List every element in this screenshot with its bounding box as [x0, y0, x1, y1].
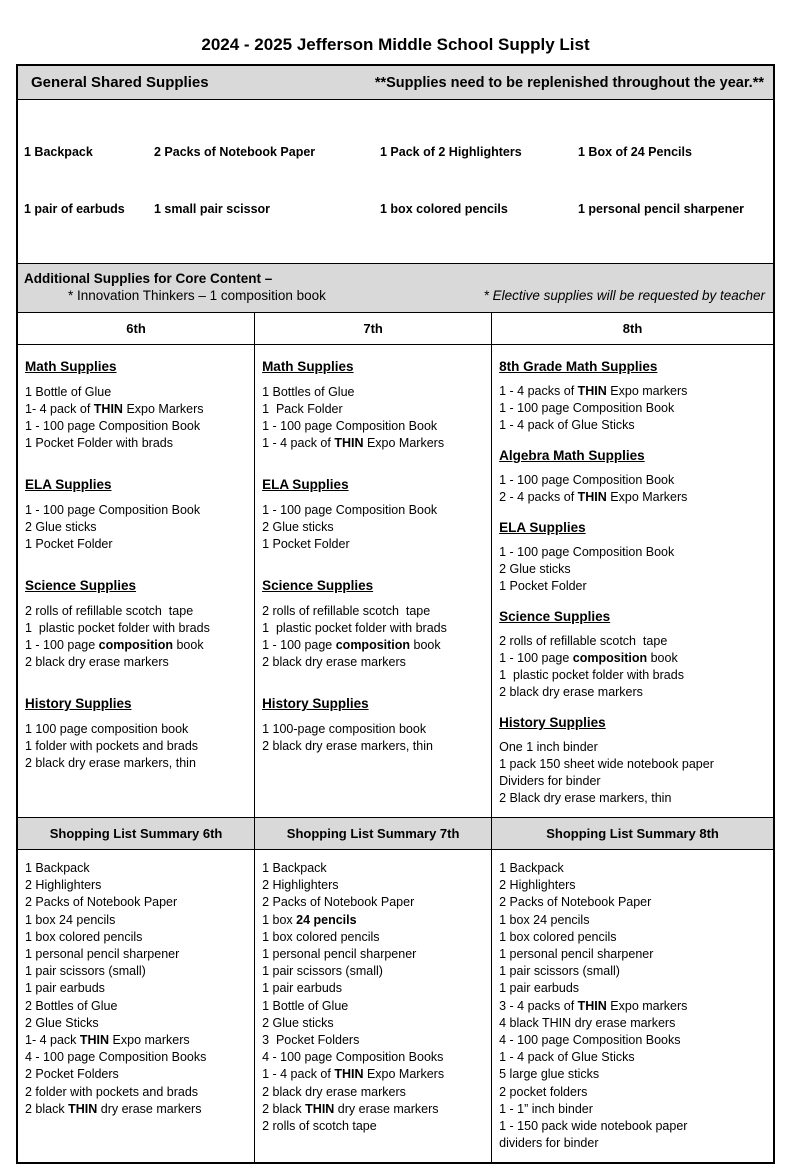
additional-supplies-title: Additional Supplies for Core Content –	[24, 271, 273, 286]
supply-item: 4 - 100 page Composition Books	[499, 1033, 681, 1048]
page-title: 2024 - 2025 Jefferson Middle School Supply List	[201, 35, 590, 54]
supply-item: 1 box colored pencils	[380, 202, 508, 216]
supply-item: 2 folder with pockets and brads	[25, 1084, 199, 1099]
supply-item: 2 Highlighters	[25, 878, 102, 893]
supply-item: 1 Backpack	[24, 145, 93, 159]
section-heading: 8th Grade Math Supplies	[499, 359, 658, 374]
summary-content-row	[18, 849, 773, 1162]
general-supplies-col-1	[18, 105, 148, 257]
grade-column-7th	[255, 345, 492, 817]
summary-column-8th	[492, 850, 773, 1162]
supply-item: 2 black dry erase markers, thin	[25, 756, 196, 770]
supply-section	[499, 714, 765, 807]
section-heading: ELA Supplies	[499, 520, 586, 535]
supply-item: 1 - 4 pack of THIN Expo Markers	[262, 436, 445, 450]
supply-item: 1 plastic pocket folder with brads	[499, 668, 684, 682]
innovation-thinkers-note: * Innovation Thinkers – 1 composition book	[68, 288, 326, 303]
supply-item: 4 black THIN dry erase markers	[499, 1015, 676, 1030]
section-heading: Math Supplies	[25, 359, 117, 374]
replenish-note: **Supplies need to be replenished throughout the year.**	[374, 74, 764, 91]
supply-item: 1 box colored pencils	[262, 929, 380, 944]
supply-item: 2 Glue sticks	[262, 1015, 334, 1030]
supply-item: 2 Pocket Folders	[25, 1067, 119, 1082]
supply-item: 1 Bottles of Glue	[262, 385, 355, 399]
supply-item: 1 - 150 pack wide notebook paper	[499, 1119, 688, 1134]
supply-item: 1 pair earbuds	[499, 981, 580, 996]
supply-section	[25, 476, 246, 553]
supply-item: 2 Black dry erase markers, thin	[499, 791, 672, 805]
general-supplies-header	[18, 66, 773, 99]
supply-item: 1 personal pencil sharpener	[262, 947, 417, 962]
supply-table	[16, 64, 775, 1164]
supply-item: 1 small pair scissor	[154, 202, 271, 216]
supply-item: 1 folder with pockets and brads	[25, 739, 199, 753]
section-heading: Algebra Math Supplies	[499, 448, 645, 463]
general-supplies-row	[18, 99, 773, 263]
general-supplies-col-3	[374, 105, 572, 257]
supply-section	[262, 358, 483, 452]
supply-item: 2 Glue Sticks	[25, 1015, 99, 1030]
grade-header-8th: 8th	[622, 321, 643, 336]
supply-item: 1 - 100 page Composition Book	[25, 419, 201, 433]
supply-item: 1 - 100 page Composition Book	[499, 401, 675, 415]
supply-item: 2 Bottles of Glue	[25, 998, 118, 1013]
supply-item: 1 pair of earbuds	[24, 202, 125, 216]
supply-item: 4 - 100 page Composition Books	[25, 1050, 207, 1065]
general-supplies-col-4	[572, 105, 773, 257]
supply-item: 2 Glue sticks	[499, 562, 571, 576]
supply-item: 1 pair scissors (small)	[25, 964, 146, 979]
supply-item: 1 plastic pocket folder with brads	[25, 621, 210, 635]
supply-item: 1 - 100 page composition book	[25, 638, 204, 652]
supply-item: 3 - 4 packs of THIN Expo markers	[499, 998, 688, 1013]
supply-item: 1 personal pencil sharpener	[499, 947, 654, 962]
supply-item: 1 Pack of 2 Highlighters	[380, 145, 522, 159]
supply-item: 1 - 100 page composition book	[499, 651, 678, 665]
summary-header-7th: Shopping List Summary 7th	[255, 818, 492, 849]
supply-section	[262, 695, 483, 755]
supply-section	[499, 358, 765, 434]
grade-column-8th	[492, 345, 773, 817]
supply-item: 1 Bottle of Glue	[262, 998, 349, 1013]
supply-item: 1 Backpack	[25, 861, 90, 875]
supply-item: 1 - 4 pack of THIN Expo Markers	[262, 1067, 445, 1082]
supply-item: 1 - 100 page Composition Book	[262, 503, 438, 517]
supply-item: 1 personal pencil sharpener	[25, 947, 180, 962]
supply-item: 2 black dry erase markers	[499, 685, 643, 699]
section-heading: Math Supplies	[262, 359, 354, 374]
supply-item: 1 box colored pencils	[499, 929, 617, 944]
supply-item: 1 - 100 page composition book	[262, 638, 441, 652]
supply-section	[25, 695, 246, 772]
summary-header-6th: Shopping List Summary 6th	[18, 818, 255, 849]
additional-supplies-notes	[24, 288, 765, 303]
supply-item: 1 Pocket Folder	[499, 579, 587, 593]
supply-item: 1 Backpack	[499, 861, 564, 875]
summary-column-7th	[255, 850, 492, 1162]
summary-header-row	[18, 817, 773, 849]
supply-item: 1 100 page composition book	[25, 722, 189, 736]
supply-item: 1- 4 pack THIN Expo markers	[25, 1033, 190, 1048]
grade-header-7th: 7th	[255, 313, 492, 344]
supply-item: 2 Packs of Notebook Paper	[499, 895, 652, 910]
supply-section	[262, 577, 483, 671]
supply-item: 1 Pocket Folder with brads	[25, 436, 173, 450]
summary-column-6th	[18, 850, 255, 1162]
supply-item: 2 rolls of refillable scotch tape	[499, 634, 668, 648]
supply-item: 1 Backpack	[262, 861, 327, 875]
supply-item: 1 - 4 pack of Glue Sticks	[499, 418, 635, 432]
supply-item: 1 - 100 page Composition Book	[499, 545, 675, 559]
supply-item: 2 black dry erase markers, thin	[262, 739, 433, 753]
supply-item: 2 rolls of refillable scotch tape	[25, 604, 194, 618]
supply-item: 1 pair scissors (small)	[499, 964, 620, 979]
supply-item: 1 - 100 page Composition Book	[25, 503, 201, 517]
supply-item: 1 Bottle of Glue	[25, 385, 112, 399]
supply-item: 1 plastic pocket folder with brads	[262, 621, 447, 635]
supply-item: dividers for binder	[499, 1136, 599, 1151]
section-heading: ELA Supplies	[262, 477, 349, 492]
grade-column-6th	[18, 345, 255, 817]
supply-section	[499, 447, 765, 506]
supply-item: 1- 4 pack of THIN Expo Markers	[25, 402, 204, 416]
additional-supplies-band	[18, 263, 773, 312]
supply-item: One 1 inch binder	[499, 740, 598, 754]
supply-item: 3 Pocket Folders	[262, 1033, 360, 1048]
supply-section	[262, 476, 483, 553]
supply-item: Dividers for binder	[499, 774, 601, 788]
supply-item: 1 - 100 page Composition Book	[262, 419, 438, 433]
supply-item: 1 Pocket Folder	[25, 537, 113, 551]
general-header-title: General Shared Supplies	[31, 74, 209, 91]
supply-item: 2 black dry erase markers	[25, 655, 169, 669]
supply-item: 2 black dry erase markers	[262, 655, 406, 669]
supply-item: 1 - 100 page Composition Book	[499, 473, 675, 487]
supply-item: 2 pocket folders	[499, 1084, 588, 1099]
section-heading: History Supplies	[499, 715, 606, 730]
supply-item: 1 pair earbuds	[25, 981, 105, 996]
supply-item: 1 personal pencil sharpener	[578, 202, 745, 216]
elective-supplies-note: * Elective supplies will be requested by teacher	[483, 288, 765, 303]
supply-item: 2 Highlighters	[262, 878, 339, 893]
grade-content-row	[18, 344, 773, 817]
supply-item: 2 Packs of Notebook Paper	[154, 145, 316, 159]
supply-section	[499, 519, 765, 595]
supply-item: 2 Glue sticks	[262, 520, 334, 534]
supply-section	[499, 608, 765, 701]
supply-item: 2 Packs of Notebook Paper	[262, 895, 415, 910]
section-heading: History Supplies	[25, 696, 132, 711]
supply-item: 5 large glue sticks	[499, 1067, 600, 1082]
supply-section	[25, 577, 246, 671]
supply-item: 2 black THIN dry erase markers	[262, 1101, 439, 1116]
supply-item: 1 pair earbuds	[262, 981, 342, 996]
section-heading: ELA Supplies	[25, 477, 112, 492]
general-supplies-col-2	[148, 105, 374, 257]
grade-header-row	[18, 312, 773, 344]
supply-item: 1 pack 150 sheet wide notebook paper	[499, 757, 714, 771]
supply-item: 2 rolls of refillable scotch tape	[262, 604, 431, 618]
grade-header-6th: 6th	[18, 313, 255, 344]
supply-item: 2 Glue sticks	[25, 520, 97, 534]
section-heading: Science Supplies	[25, 578, 137, 593]
supply-item: 1 pair scissors (small)	[262, 964, 383, 979]
supply-item: 2 Packs of Notebook Paper	[25, 895, 178, 910]
supply-item: 1 Pocket Folder	[262, 537, 350, 551]
supply-item: 1 - 4 pack of Glue Sticks	[499, 1050, 635, 1065]
supply-item: 1 box colored pencils	[25, 929, 143, 944]
section-heading: Science Supplies	[262, 578, 374, 593]
supply-item: 1 Box of 24 Pencils	[578, 145, 692, 159]
summary-header-8th: Shopping List Summary 8th	[546, 826, 719, 841]
supply-item: 1 box 24 pencils	[262, 912, 357, 927]
supply-item: 4 - 100 page Composition Books	[262, 1050, 444, 1065]
supply-item: 2 black THIN dry erase markers	[25, 1101, 202, 1116]
supply-item: 2 black dry erase markers	[262, 1084, 406, 1099]
supply-item: 1 Pack Folder	[262, 402, 343, 416]
section-heading: History Supplies	[262, 696, 369, 711]
supply-section	[25, 358, 246, 452]
supply-item: 1 box 24 pencils	[499, 912, 590, 927]
supply-item: 1 - 4 packs of THIN Expo markers	[499, 384, 688, 398]
supply-item: 2 rolls of scotch tape	[262, 1119, 377, 1134]
supply-item: 1 - 1” inch binder	[499, 1101, 593, 1116]
supply-item: 2 - 4 packs of THIN Expo Markers	[499, 490, 688, 504]
supply-item: 2 Highlighters	[499, 878, 576, 893]
section-heading: Science Supplies	[499, 609, 611, 624]
supply-item: 1 box 24 pencils	[25, 912, 116, 927]
supply-item: 1 100-page composition book	[262, 722, 427, 736]
